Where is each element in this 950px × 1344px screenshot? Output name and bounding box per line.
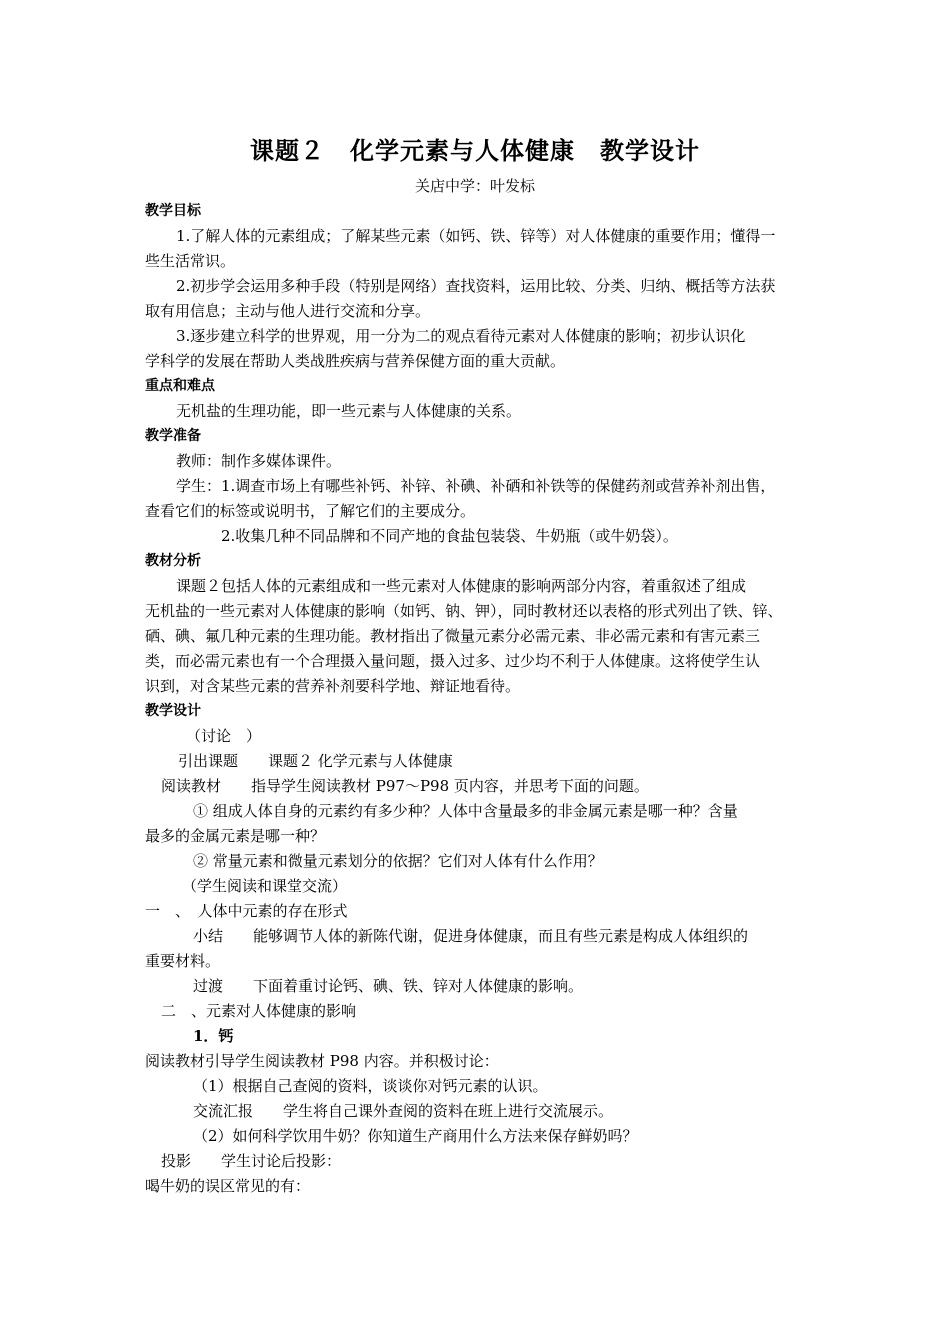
prep-student-1-line-1: 学生：1.调查市场上有哪些补钙、补锌、补碘、补硒和补铁等的保健药剂或营养补剂出售， bbox=[176, 477, 776, 495]
part-2-heading: 二 、元素对人体健康的影响 bbox=[161, 1002, 357, 1020]
goal-3-line-2: 学科学的发展在帮助人类战胜疾病与营养保健方面的重大贡献。 bbox=[145, 352, 566, 370]
analysis-line-5: 识到，对含某些元素的营养补剂要科学地、辩证地看待。 bbox=[145, 677, 521, 695]
calcium-question-1: （1）根据自己查阅的资料，谈谈你对钙元素的认识。 bbox=[193, 1077, 548, 1095]
goal-2-line-2: 取有用信息；主动与他人进行交流和分享。 bbox=[145, 302, 431, 320]
author-line: 关店中学：叶发标 bbox=[414, 177, 535, 195]
projection-text: 投影 学生讨论后投影： bbox=[161, 1152, 342, 1170]
report-text: 交流汇报 学生将自己课外查阅的资料在班上进行交流展示。 bbox=[193, 1102, 614, 1120]
question-1-line-2: 最多的金属元素是哪一种？ bbox=[145, 827, 326, 845]
calcium-question-2: （2）如何科学饮用牛奶？你知道生产商用什么方法来保存鲜奶吗？ bbox=[193, 1127, 638, 1145]
calcium-heading: 1．钙 bbox=[193, 1027, 234, 1045]
milk-myths-text: 喝牛奶的误区常见的有： bbox=[145, 1177, 311, 1195]
keypoints-text: 无机盐的生理功能，即一些元素与人体健康的关系。 bbox=[176, 402, 522, 420]
page-title: 课题２ 化学元素与人体健康 教学设计 bbox=[250, 137, 700, 165]
design-discuss: （讨论 ） bbox=[186, 727, 262, 745]
design-exchange: （学生阅读和课堂交流） bbox=[182, 877, 348, 895]
read-textbook-p98: 阅读教材引导学生阅读教材 P98 内容。并积极讨论： bbox=[145, 1052, 499, 1070]
prep-student-2: 2.收集几种不同品牌和不同产地的食盐包装袋、牛奶瓶（或牛奶袋）。 bbox=[221, 527, 678, 545]
question-2: ② 常量元素和微量元素划分的依据？它们对人体有什么作用？ bbox=[193, 852, 603, 870]
prep-student-1-line-2: 查看它们的标签或说明书，了解它们的主要成分。 bbox=[145, 502, 476, 520]
analysis-line-2: 无机盐的一些元素对人体健康的影响（如钙、钠、钾），同时教材还以表格的形式列出了铁、锌、 bbox=[145, 602, 783, 620]
heading-goals: 教学目标 bbox=[145, 203, 201, 219]
design-read: 阅读教材 指导学生阅读教材 P97～P98 页内容，并思考下面的问题。 bbox=[161, 777, 649, 795]
heading-design: 教学设计 bbox=[145, 703, 201, 719]
goal-2-line-1: 2.初步学会运用多种手段（特别是网络）查找资料，运用比较、分类、归纳、概括等方法获 bbox=[176, 277, 776, 295]
question-1-line-1: ① 组成人体自身的元素约有多少种？人体中含量最多的非金属元素是哪一种？含量 bbox=[193, 802, 738, 820]
heading-keypoints: 重点和难点 bbox=[145, 378, 215, 394]
design-intro: 引出课题 课题２ 化学元素与人体健康 bbox=[178, 752, 453, 770]
goal-1-line-1: 1.了解人体的元素组成；了解某些元素（如钙、铁、锌等）对人体健康的重要作用；懂得一 bbox=[176, 227, 776, 245]
analysis-line-4: 类，而必需元素也有一个合理摄入量问题，摄入过多、过少均不利于人体健康。这将使学生认 bbox=[145, 652, 761, 670]
analysis-line-3: 硒、碘、氟几种元素的生理功能。教材指出了微量元素分必需元素、非必需元素和有害元素三 bbox=[145, 627, 761, 645]
analysis-line-1: 课题２包括人体的元素组成和一些元素对人体健康的影响两部分内容，着重叙述了组成 bbox=[176, 577, 747, 595]
goal-3-line-1: 3.逐步建立科学的世界观，用一分为二的观点看待元素对人体健康的影响；初步认识化 bbox=[176, 327, 746, 345]
heading-analysis: 教材分析 bbox=[145, 553, 201, 569]
part-1-heading: 一 、 人体中元素的存在形式 bbox=[145, 902, 348, 920]
goal-1-line-2: 些生活常识。 bbox=[145, 252, 236, 270]
prep-teacher: 教师：制作多媒体课件。 bbox=[176, 452, 342, 470]
summary-line-1: 小结 能够调节人体的新陈代谢，促进身体健康，而且有些元素是构成人体组织的 bbox=[193, 927, 749, 945]
heading-prep: 教学准备 bbox=[145, 428, 201, 444]
summary-line-2: 重要材料。 bbox=[145, 952, 221, 970]
transition-text: 过渡 下面着重讨论钙、碘、铁、锌对人体健康的影响。 bbox=[193, 977, 584, 995]
